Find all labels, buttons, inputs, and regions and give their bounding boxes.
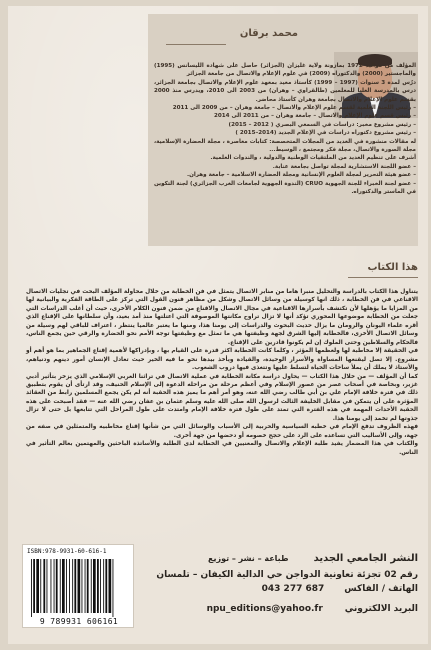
bio-intro: المؤلف من مواليد 1972 بمازونة ولاية غليزان (الجزائر) حاصل على شهادة الليسانس (1995) والماجستير (2000) والدكتوراه (2009) في علوم الإعلام والاتصال من جامعة الجزائر — [154, 63, 416, 78]
bio-paragraph: – رئيس مشروع مخبر: دراسات في السمعي البصري ( 2012 – 2015) — [228, 121, 416, 128]
email-label: البريد الالكتروني — [344, 604, 418, 614]
bio-paragraph: – عضو لجنة الخبراء للجنة الجهوية CRUO (الندوة الجهوية لجامعات الغرب الجزائري) لجنة التكوين في الماستر والدكتوراه. — [154, 180, 416, 196]
publisher-email-row — [148, 602, 418, 616]
barcode-bar — [87, 559, 89, 613]
barcode-bar — [60, 559, 61, 613]
publisher-address: رقم 02 تجزئة تعاونية الدواجن حي الدالية الكيفان – تلمسان — [156, 570, 418, 580]
barcode-bar — [78, 559, 81, 613]
barcode-bar — [113, 559, 114, 617]
barcode-bar — [43, 559, 45, 613]
about-paragraph: كما أن المؤلف — من خلال هذا الكتاب — يحاول دراسة مكانة الخطابة في عملية الاتصال في تراثنا العربي الإسلامي الذي يزخر بتأثير أدبي غزير، وبخاصة في أصحاب عصر من عصور الإسلام وفي أعظم مرحلة من مراحله الدعوة إلى الإسلام الحنيف، وقد ارتأى أن يقوم بتطبيق ذلك في فترة خلافة الإمام علي بن أبي طالب رضي الله عنه، وهو أمر أهم ما يميز هذه الحقبة أنه لم يكن يجمع المسلمين رابط من العقائد المؤثرة على أن يتمكن في مقابل الخليفة الثالث لرسول الله صلى الله عليه وسلم عثمان بن عفان رضي الله عنه — فقد أصبحت على هذه الحقبة الأحداث المهمة في هذه الفترة التي تمتد على طول فترة خلافة الإمام وامتدت على طول المراحل التي تتابعها بل حتى لا تزال جذوتها لم تخمد إلى يومنا هذا. — [26, 373, 418, 422]
phone-number: 043 277 687 — [261, 584, 325, 594]
about-book-underline — [348, 277, 418, 278]
bio-paragraph: – رئيس قسم علوم الإعلام والاتصال – جامعة وهران – من 2011 الى 2014 — [213, 113, 416, 120]
barcode-bar — [97, 559, 99, 613]
barcode-bar — [93, 559, 96, 613]
about-paragraph: والكتاب في هذا المضمار يفيد طلبة الإعلام والاتصال والمعنيين في الخطابة لدى الطلبة والأساتذة الباحثين والمهتمين بعالم التأثير في الناس. — [26, 441, 418, 456]
isbn-label: ISBN:978-9931-60-616-1 — [27, 548, 107, 555]
barcode-bar — [62, 559, 65, 613]
bio-paragraph: – عضو هيئة التحرير لمجلة العلوم الإنسانية ومجلة الحضارة الاسلامية – جامعة وهران. — [186, 172, 416, 179]
barcode-bar — [54, 559, 55, 613]
barcode-bar — [74, 559, 76, 613]
bio-paragraph: – رئيس اللجنة العلمية لقسم علوم الإعلام والاتصال – جامعة وهران – من 2009 الى 2011 — [172, 105, 416, 112]
publisher-phone-row — [148, 582, 418, 596]
barcode-bar — [85, 559, 86, 613]
about-paragraph: فهذه الظروف تدفع الإمام في خطبه السياسية والحربية إلى الأسباب والوسائل التي من شأنها إقناع مخاطبيه والمتمثلين في صفه من جهة، وإلى الأساليب التي تساعده على الرد على حجج خصومه أو دحضها من جهة أخرى. — [26, 424, 418, 439]
barcode-bar — [82, 559, 83, 613]
bio-paragraph: له مقالات منشورة في العديد من المجلات المتخصصة: كتابات معاصرة ، مجلة الحضارة الإسلامية، مجلة الصورة والاتصال، مجلة فكر ومجتمع ، الوسيط... — [154, 138, 416, 154]
barcode-bar — [103, 559, 104, 613]
barcode-bar — [51, 559, 52, 613]
barcode-bar — [109, 559, 112, 613]
barcode-bar — [100, 559, 101, 613]
barcode-bar — [40, 559, 41, 613]
barcode-bar — [66, 559, 67, 613]
barcode-bar — [36, 559, 39, 613]
barcode-bar — [31, 559, 32, 617]
author-name: محمد برقان — [239, 28, 298, 39]
publisher-subtitle: طباعة – نشر – توزيع — [208, 554, 289, 563]
barcode-bars — [29, 559, 129, 617]
about-paragraph: يتناول هذا الكتاب بالدراسة والتحليل منبرا هاما من منابر الاتصال يتمثل في فن الخطابة من خلال محاولة المؤلف البحث في تجليات الاتصال الاقناعي في فن الخطابة ، ذلك انها كوسيلة من وسائل الاتصال وشكل من مظاهر فنون القول التي تركز على الطاقة الفكرية والبيانية لها من المزايا ما يؤهلها لأن تكتشف بأسرارها الاقناعية في مجال الاتصال والاقناع من ضمن فنون الكلام الأخرى، حيث أن أغلب الدراسات التي جعلت من الخطابة موضوعها المحوري تؤكد أنها لا تزال تراوح مكانتها الموصوفة التي اعتلتها منذ أمد بعيد، وأن سلطانها على الإقناع الذي أقره علماء اليونان والرومان ما يزال حديث البحوث والدراسات إلى يومنا هذا، ومنها ما يعتبر عالميا ينتظر ، اعتراف للباقي لهم وسيلة من وسائل الاتصال الأخرى، فالخطابة إليها الشرق لجهة وظيفتها هي ما تمثل مع وظيفتها توجه الأمم نحو الحضارة والرقي حين يجمع الناس، فالحكام والسلاطين وحتى الملوك إن لم يكونوا قادرين على الإقناع. — [26, 289, 418, 346]
publisher-name: النشر الجامعي الجديد — [313, 553, 418, 564]
bio-paragraph: – عضو اللجنة الاستشارية لمجلة تواصل بجامعة عنابة. — [272, 163, 416, 170]
barcode-bar — [56, 559, 58, 613]
book-back-cover — [8, 6, 428, 644]
bio-paragraph: أشرف على تنظيم العديد من الملتقيات الوطنية والدولية ، والندوات العلمية. — [210, 155, 416, 162]
barcode-bar — [91, 559, 92, 613]
barcode-bar — [47, 559, 48, 613]
about-paragraph: في الحقيقة إلا مخاطبة لها ولعظمها المؤثر ، وكلما كانت الخطابة اكثر قدرة على القيام بها ، وبإدراكها لأهمية إقناع الجماهير بما هو أهم أو مشروع. إلا تصل ليقنعها المساواة والأسرار الوحيدة، والقيادة ويأخذ بيدها نحو ما فيه الخير حيث تعادل الإنسان أمور دينهم ودنياهم، والأستاذ لا يملك أن يملأ ساحات الحياة لتسلط عليها وتتغذى فيها دروب الشعوب. — [26, 348, 418, 372]
isbn-barcode — [22, 544, 134, 628]
bio-paragraph: درّس لمدة 3 سنوات (1997 – 1999) كأستاذ معيد بمعهد علوم الإعلام والاتصال بجامعة الجزائر، درس بالمدرسة العليا للمعلمين (طالقراوي – وهران) من 2003 الى 2010، ويدرس منذ 2000 بقسم علوم الإعلام والاتصال بجامعة وهران كأستاذ محاضر. — [154, 79, 417, 103]
barcode-bar — [33, 559, 35, 613]
barcode-bar — [72, 559, 73, 613]
author-name-underline — [166, 44, 226, 45]
about-book-text — [26, 288, 418, 457]
bio-paragraph: – رئيس مشروع دكتوراه دراسات في الإعلام الجديد (2014–2015 ) — [235, 130, 416, 137]
barcode-digits: 9 789931 606161 — [39, 617, 119, 626]
barcode-bar — [105, 559, 107, 613]
about-book-title: هذا الكتاب — [367, 262, 418, 273]
email-address[interactable]: npu_editions@yahoo.fr — [206, 604, 323, 614]
phone-label: الهاتف / الفاكس — [344, 584, 418, 594]
barcode-bar — [69, 559, 70, 613]
publisher-info — [148, 546, 418, 616]
author-bio — [154, 62, 416, 197]
